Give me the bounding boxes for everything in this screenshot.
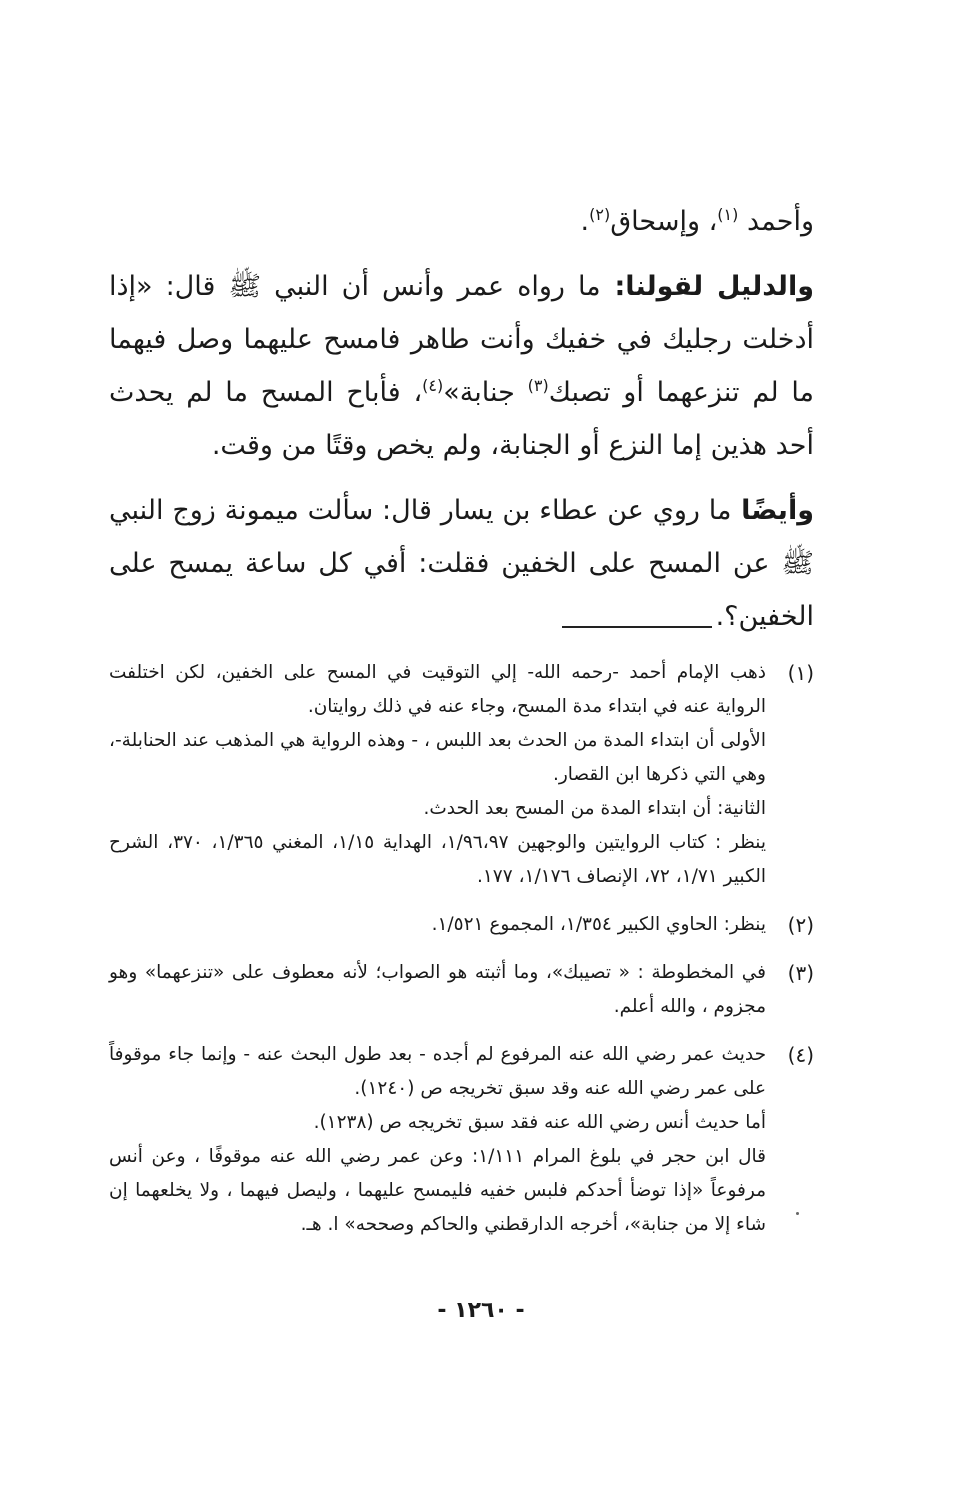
footnote-line: أما حديث أنس رضي الله عنه فقد سبق تخريجه ص (١٢٣٨). [313,1112,766,1133]
footnote-text [109,956,766,1024]
footnote-text [109,1038,766,1242]
footnote-1 [109,656,814,894]
footnote-number: (٣) [787,961,814,985]
footnote-ref-3: (٣) [527,376,549,395]
footnote-text [109,908,766,942]
p2-text-c: ، فأباح المسح ما لم يحدث أحد هذين إما النزع أو الجنابة، ولم يخص وقتًا من وقت. [109,377,814,461]
footnote-4 [109,1038,814,1242]
p2-text-b: جنابة» [443,377,528,408]
footnote-3 [109,956,814,1024]
footnote-separator [562,626,712,628]
footnote-number: (١) [787,661,814,685]
footnote-text [109,656,766,894]
p3-heading: وأيضًا [731,495,814,526]
main-text [109,195,814,655]
paragraph-3 [109,484,814,643]
p3-text: ما روي عن عطاء بن يسار قال: سألت ميمونة زوج النبي ﷺ عن المسح على الخفين فقلت: أفي كل ساعة يمسح على الخفين؟. [109,495,814,632]
footnote-line: في المخطوطة : « تصيبك»، وما أثبته هو الصواب؛ لأنه معطوف على «تنزعهما» وهو مجزوم ، والله أعلم. [109,962,766,1017]
p2-text-a: ما رواه عمر وأنس أن النبي ﷺ قال: «إذا أدخلت رجليك في خفيك وأنت طاهر فامسح عليهما وصل فيهما ما لم تنزعهما أو تصبك [109,271,815,408]
p2-heading: والدليل لقولنا: [600,271,814,302]
page-number: - ١٢٦٠ - [437,1298,525,1323]
footnote-line: ذهب الإمام أحمد -رحمه الله- إلي التوقيت في المسح على الخفين، لكن اختلفت الرواية عنه في ابتداء مدة المسح، وجاء عنه في ذلك روايتان. [109,662,766,717]
footnote-line: حديث عمر رضي الله عنه المرفوع لم أجده - بعد طول البحث عنه - وإنما جاء موقوفاً على عمر رضي الله عنه وقد سبق تخريجه ص (١٢٤٠). [109,1044,766,1099]
footnote-2 [109,908,814,942]
p1-text-b: ، وإسحاق [610,206,718,237]
paragraph-1 [109,195,814,248]
footnote-line: الأولى أن ابتداء المدة من الحدث بعد اللبس ، - وهذه الرواية هي المذهب عند الحنابلة-، وهي التي ذكرها ابن القصار. [109,730,766,785]
footnote-line: الثانية: أن ابتداء المدة من المسح بعد الحدث. [423,798,766,819]
paragraph-2 [109,260,814,472]
footnote-line: ينظر: الحاوي الكبير ١/٣٥٤، المجموع ١/٥٢١. [431,914,766,935]
p1-text-c: . [580,206,590,237]
footnote-ref-2: (٢) [589,205,611,224]
footnote-ref-1: (١) [717,205,739,224]
scan-speck [796,1212,799,1215]
footnote-line: ينظر : كتاب الروايتين والوجهين ١/٩٦،٩٧، الهداية ١/١٥، المغني ١/٣٦٥، ٣٧٠، الشرح الكبير ١/٧١، ٧٢، الإنصاف ١/١٧٦، ١٧٧. [109,832,766,887]
footnote-ref-4: (٤) [422,376,444,395]
p1-text-a: وأحمد [738,206,814,237]
footnotes [109,656,814,1256]
footnote-line: قال ابن حجر في بلوغ المرام ١/١١١: وعن عمر رضي الله عنه موقوفًا ، وعن أنس مرفوعاً «إذا توضأ أحدكم فلبس خفيه فليمسح عليهما ، وليصل فيهما ، ولا يخلعهما إن شاء إلا من جنابة»، أخرجه الدارقطني والحاكم وصححه» ا. هـ. [109,1146,766,1235]
footnote-number: (٢) [787,913,814,937]
footnote-number: (٤) [787,1043,814,1067]
